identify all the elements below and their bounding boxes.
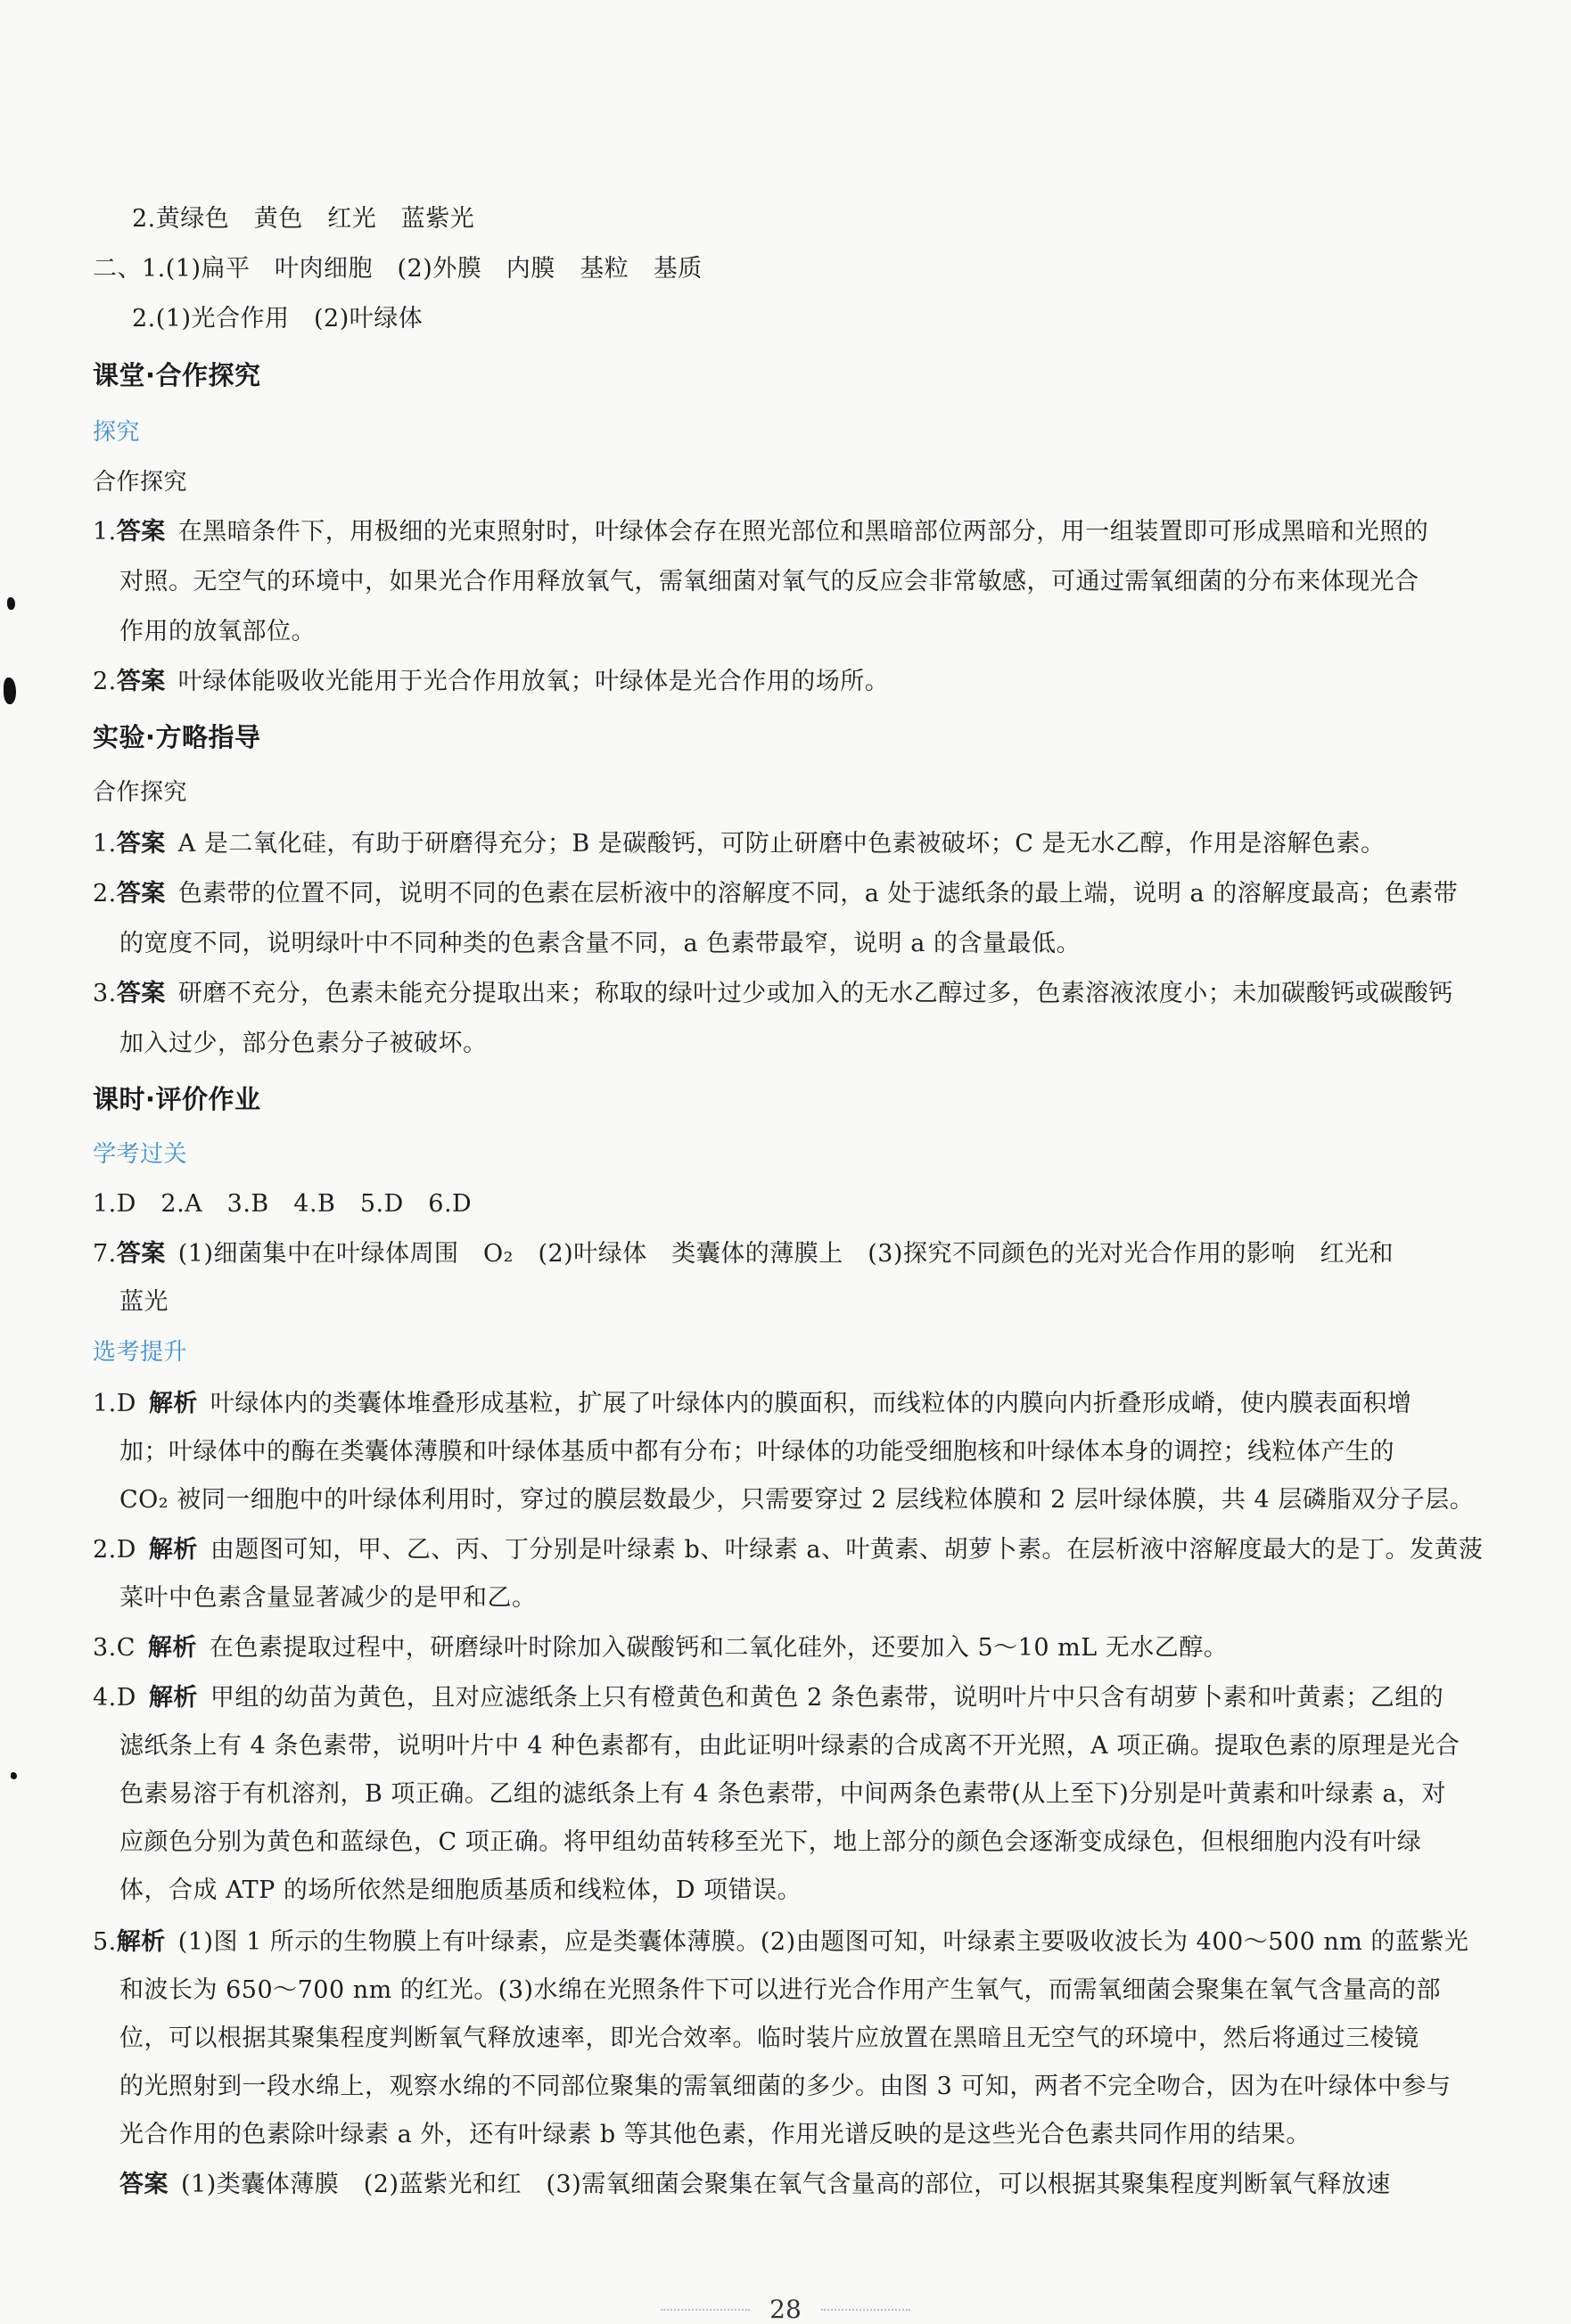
answer-item: 1.D 2.A 3.B 4.B 5.D 6.D <box>93 1190 473 1218</box>
answer-continuation: 对照。无空气的环境中，如果光合作用释放氧气，需氧细菌对氧气的反应会非常敏感，可通过需氧细菌的分布来体现光合 <box>119 568 1419 595</box>
answer-item: 3.答案 研磨不充分，色素未能充分提取出来；称取的绿叶过少或加入的无水乙醇过多，色素溶液浓度小；未加碳酸钙或碳酸钙 <box>93 980 1453 1007</box>
sub-heading: 探究 <box>93 419 141 446</box>
analysis-continuation: 和波长为 650～700 nm 的红光。(3)水绵在光照条件下可以进行光合作用产生氧气，而需氧细菌会聚集在氧气含量高的部 <box>119 1976 1442 2004</box>
analysis-item: 1.D 解析 叶绿体内的类囊体堆叠形成基粒，扩展了叶绿体内的膜面积，而线粒体的内膜向内折叠形成嵴，使内膜表面积增 <box>93 1390 1412 1417</box>
analysis-item: 4.D 解析 甲组的幼苗为黄色，且对应滤纸条上只有橙黄色和黄色 2 条色素带，说明叶片中只含有胡萝卜素和叶黄素；乙组的 <box>93 1684 1444 1712</box>
analysis-continuation: 色素易溶于有机溶剂，B 项正确。乙组的滤纸条上有 4 条色素带，中间两条色素带(从上至下)分别是叶黄素和叶绿素 a，对 <box>119 1780 1447 1808</box>
section-heading: 课堂·合作探究 <box>93 360 261 390</box>
answer-continuation: 加入过少，部分色素分子被破坏。 <box>119 1030 488 1057</box>
answer-item: 2.答案 色素带的位置不同，说明不同的色素在层析液中的溶解度不同，a 处于滤纸条的最上端，说明 a 的溶解度最高；色素带 <box>93 880 1459 907</box>
answer-item: 7.答案 (1)细菌集中在叶绿体周围 O₂ (2)叶绿体 类囊体的薄膜上 (3)探究不同颜色的光对光合作用的影响 红光和 <box>93 1240 1394 1268</box>
line-1: 2.黄绿色 黄色 红光 蓝紫光 <box>132 205 475 233</box>
analysis-continuation: CO₂ 被同一细胞中的叶绿体利用时，穿过的膜层数最少，只需要穿过 2 层线粒体膜和 2 层叶绿体膜，共 4 层磷脂双分子层。 <box>119 1486 1475 1514</box>
analysis-continuation: 体，合成 ATP 的场所依然是细胞质基质和线粒体，D 项错误。 <box>119 1876 802 1904</box>
analysis-continuation: 光合作用的色素除叶绿素 a 外，还有叶绿素 b 等其他色素，作用光谱反映的是这些光合色素共同作用的结果。 <box>119 2121 1311 2148</box>
answer-continuation: 作用的放氧部位。 <box>119 618 316 645</box>
scan-mark <box>7 597 15 610</box>
answer-item: 2.答案 叶绿体能吸收光能用于光合作用放氧；叶绿体是光合作用的场所。 <box>93 668 890 695</box>
answer-continuation: 的宽度不同，说明绿叶中不同种类的色素含量不同，a 色素带最窄，说明 a 的含量最低。 <box>119 930 1081 957</box>
analysis-continuation: 位，可以根据其聚集程度判断氧气释放速率，即光合效率。临时装片应放置在黑暗且无空气的环境中，然后将通过三棱镜 <box>119 2024 1419 2052</box>
page-footer <box>0 2295 1571 2324</box>
sub-heading: 选考提升 <box>93 1339 188 1366</box>
analysis-item: 5.解析 (1)图 1 所示的生物膜上有叶绿素，应是类囊体薄膜。(2)由题图可知，叶绿素主要吸收波长为 400～500 nm 的蓝紫光 <box>93 1928 1469 1956</box>
analysis-continuation: 的光照射到一段水绵上，观察水绵的不同部位聚集的需氧细菌的多少。由图 3 可知，两者不完全吻合，因为在叶绿体中参与 <box>119 2073 1452 2100</box>
scan-mark <box>4 677 16 704</box>
section-heading: 课时·评价作业 <box>93 1084 261 1114</box>
analysis-continuation: 应颜色分别为黄色和蓝绿色，C 项正确。将甲组幼苗转移至光下，地上部分的颜色会逐渐变成绿色，但根细胞内没有叶绿 <box>119 1828 1422 1856</box>
analysis-continuation: 菜叶中色素含量显著减少的是甲和乙。 <box>119 1584 537 1612</box>
answer-item: 1.答案 A 是二氧化硅，有助于研磨得充分；B 是碳酸钙，可防止研磨中色素被破坏；C 是无水乙醇，作用是溶解色素。 <box>93 830 1386 858</box>
analysis-item: 3.C 解析 在色素提取过程中，研磨绿叶时除加入碳酸钙和二氧化硅外，还要加入 5～10 mL 无水乙醇。 <box>93 1634 1229 1662</box>
section-heading: 实验·方略指导 <box>93 722 261 752</box>
answer-item: 答案 (1)类囊体薄膜 (2)蓝紫光和红 (3)需氧细菌会聚集在氧气含量高的部位，可以根据其聚集程度判断氧气释放速 <box>119 2171 1391 2198</box>
footer-ornament <box>661 2309 750 2311</box>
sub-heading: 学考过关 <box>93 1141 188 1168</box>
footer-ornament <box>821 2309 910 2311</box>
answer-item: 1.答案 在黑暗条件下，用极细的光束照射时，叶绿体会存在照光部位和黑暗部位两部分，用一组装置即可形成黑暗和光照的 <box>93 518 1429 546</box>
analysis-continuation: 加；叶绿体中的酶在类囊体薄膜和叶绿体基质中都有分布；叶绿体的功能受细胞核和叶绿体本身的调控；线粒体产生的 <box>119 1438 1394 1466</box>
line-2: 二、1.(1)扁平 叶肉细胞 (2)外膜 内膜 基粒 基质 <box>93 255 703 283</box>
line-3: 2.(1)光合作用 (2)叶绿体 <box>132 305 424 333</box>
sub-heading: 合作探究 <box>93 779 188 806</box>
sub-heading: 合作探究 <box>93 469 188 496</box>
scan-mark <box>11 1772 17 1779</box>
answer-continuation: 蓝光 <box>119 1288 169 1316</box>
analysis-continuation: 滤纸条上有 4 条色素带，说明叶片中 4 种色素都有，由此证明叶绿素的合成离不开光照，A 项正确。提取色素的原理是光合 <box>119 1732 1460 1760</box>
analysis-item: 2.D 解析 由题图可知，甲、乙、丙、丁分别是叶绿素 b、叶绿素 a、叶黄素、胡萝卜素。在层析液中溶解度最大的是丁。发黄菠 <box>93 1536 1484 1564</box>
page-number: 28 <box>769 2295 802 2324</box>
